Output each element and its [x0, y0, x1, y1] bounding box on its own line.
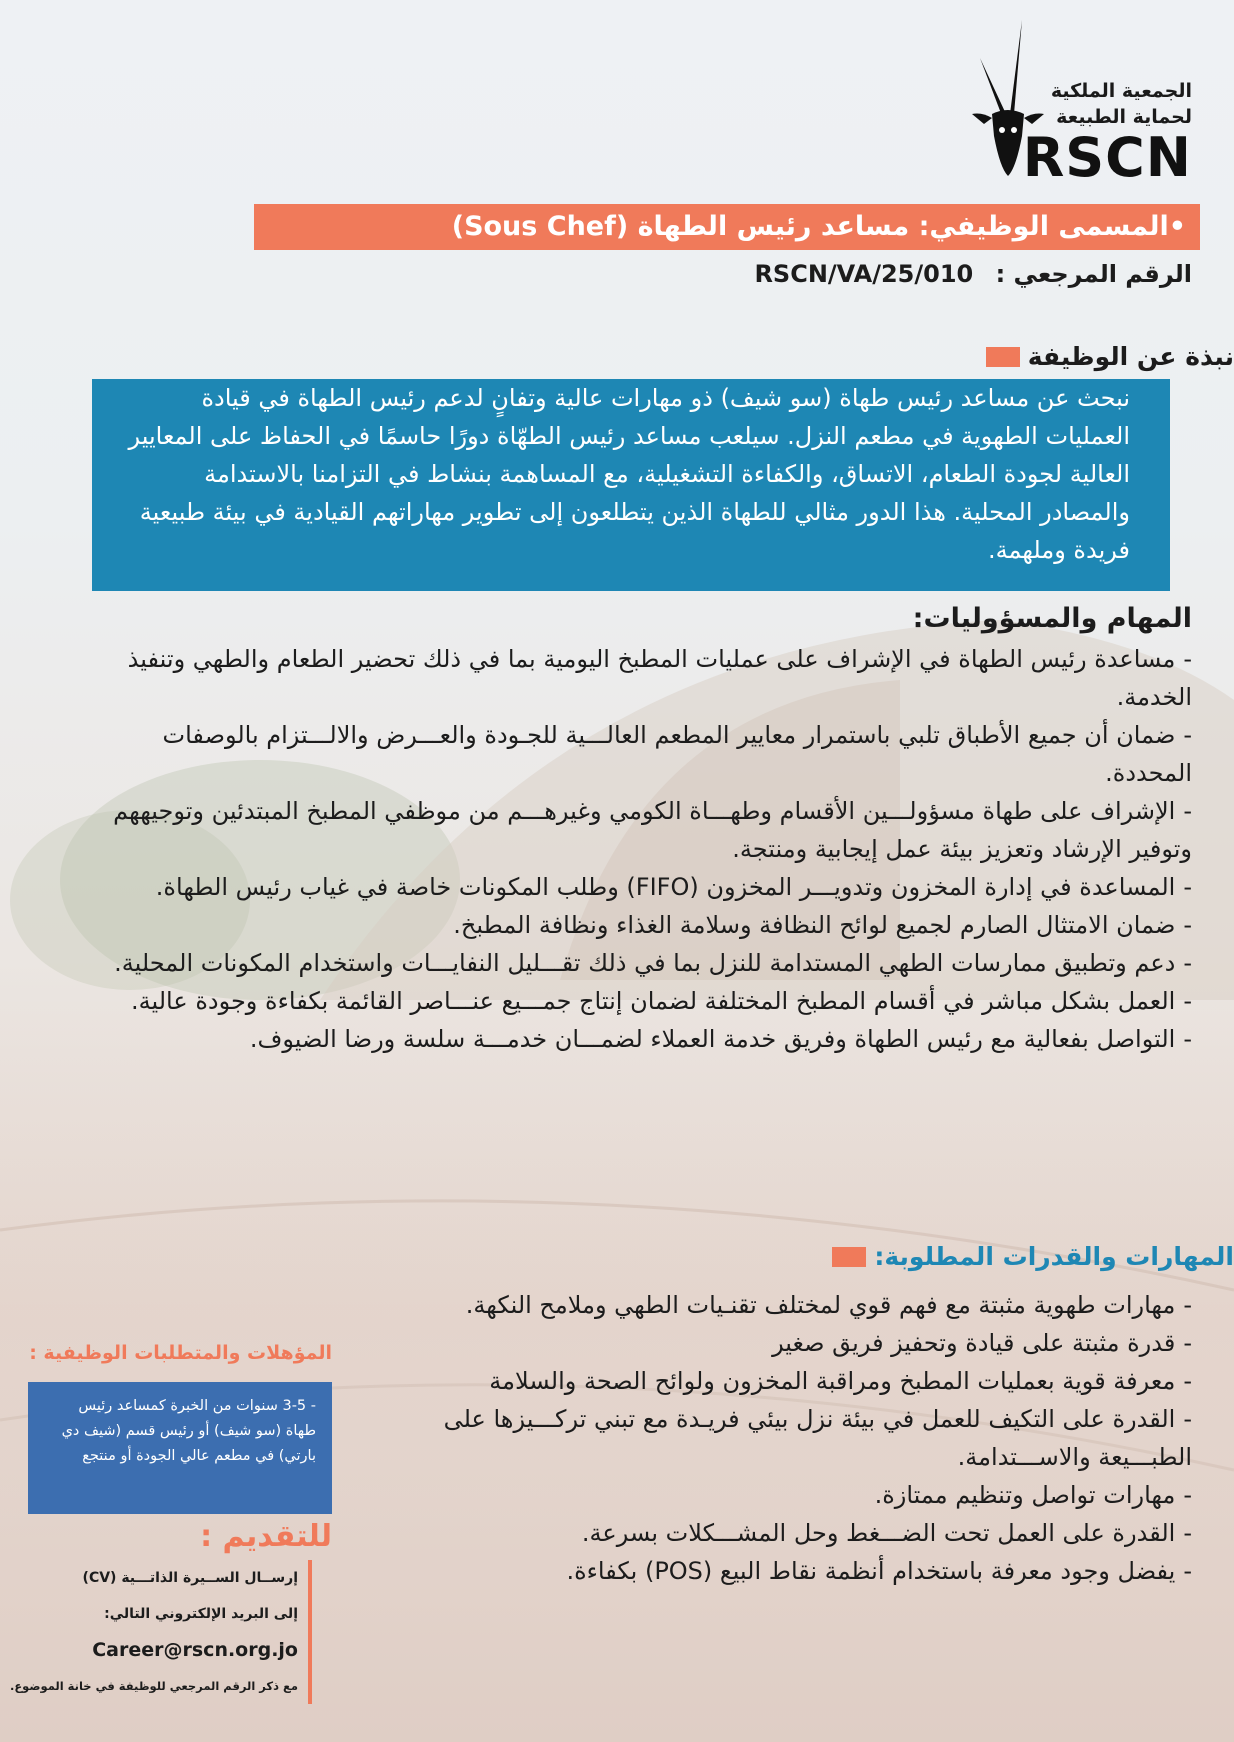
skill-text: مهارات طهوية مثبتة مع فهم قوي لمختلف تقنـيات الطهي وملامح النكهة.	[465, 1291, 1176, 1319]
duty-text: ضمان أن جميع الأطباق تلبي باستمرار معايير المطعم العالـــية للجـودة والعـــرض والالـــتزام بالوصفات المحددة.	[162, 721, 1192, 787]
skills-heading	[832, 1242, 1234, 1271]
about-heading	[986, 342, 1234, 371]
list-item: -ضمان الامتثال الصارم لجميع لوائح النظافة وسلامة الغذاء ونظافة المطبخ.	[453, 911, 1192, 939]
qualifications-heading: المؤهلات والمتطلبات الوظيفية :	[29, 1342, 332, 1364]
duties-list	[82, 640, 1192, 1058]
skill-text: القدرة على العمل تحت الضـــغط وحل المشـــكلات بسرعة.	[581, 1519, 1176, 1547]
duties-heading: المهام والمسؤوليات:	[912, 603, 1192, 634]
duty-text: دعم وتطبيق ممارسات الطهي المستدامة للنزل بما في ذلك تقـــليل النفايـــات واستخدام المكونات المحلية.	[114, 949, 1176, 977]
about-text: نبحث عن مساعد رئيس طهاة (سو شيف) ذو مهارات عالية وتفانٍ لدعم رئيس الطهاة في قيادة العمليات الطهوية في مطعم النزل. سيلعب مساعد رئيس الطهّاة دورًا حاسمًا في الحفاظ على المعايير العالية لجودة الطعام، الاتساق، والكفاءة التشغيلية، مع المساهمة بنشاط في التزامنا بالاستدامة والمصادر المحلية. هذا الدور مثالي للطهاة الذين يتطلعون إلى تطوير مهاراتهم القيادية في بيئة طبيعية فريدة وملهمة.	[92, 379, 1170, 591]
list-item: -يفضل وجود معرفة باستخدام أنظمة نقاط البيع (POS) بكفاءة.	[566, 1557, 1192, 1585]
list-item: -المساعدة في إدارة المخزون وتدويـــر المخزون (FIFO) وطلب المكونات خاصة في غياب رئيس الطهاة.	[155, 873, 1192, 901]
logo-line-1: الجمعية الملكية	[1050, 80, 1192, 102]
apply-email-link[interactable]: Career@rscn.org.jo	[92, 1639, 298, 1661]
list-item: -ضمان أن جميع الأطباق تلبي باستمرار معايير المطعم العالـــية للجـودة والعـــرض والالـــتزام بالوصفات المحددة.	[162, 721, 1192, 787]
list-item: -القدرة على العمل تحت الضـــغط وحل المشـــكلات بسرعة.	[581, 1519, 1192, 1547]
list-item: -التواصل بفعالية مع رئيس الطهاة وفريق خدمة العملاء لضمـــان خدمـــة سلسة ورضا الضيوف.	[249, 1025, 1192, 1053]
logo-acronym: RSCN	[1022, 126, 1192, 189]
skill-text: معرفة قوية بعمليات المطبخ ومراقبة المخزون ولوائح الصحة والسلامة	[489, 1367, 1176, 1395]
skill-text: يفضل وجود معرفة باستخدام أنظمة نقاط البيع (POS) بكفاءة.	[566, 1557, 1176, 1585]
accent-bar	[986, 347, 1020, 367]
list-item: -مهارات طهوية مثبتة مع فهم قوي لمختلف تقنـيات الطهي وملامح النكهة.	[465, 1291, 1192, 1319]
reference-number: RSCN/VA/25/010	[754, 260, 974, 288]
job-title-bar: •المسمى الوظيفي: مساعد رئيس الطهاة (Sous Chef)	[254, 204, 1200, 250]
duty-text: ضمان الامتثال الصارم لجميع لوائح النظافة وسلامة الغذاء ونظافة المطبخ.	[453, 911, 1176, 939]
list-item: -مهارات تواصل وتنظيم ممتازة.	[874, 1481, 1192, 1509]
apply-heading: للتقديم :	[200, 1519, 332, 1554]
accent-bar	[832, 1247, 866, 1267]
duty-text: التواصل بفعالية مع رئيس الطهاة وفريق خدمة العملاء لضمـــان خدمـــة سلسة ورضا الضيوف.	[249, 1025, 1176, 1053]
duty-text: الإشراف على طهاة مسؤولـــين الأقسام وطهـــاة الكومي وغيرهـــم من موظفي المطبخ المبتدئين وتوجيههم وتوفير الإرشاد وتعزيز بيئة عمل إيجابية ومنتجة.	[113, 797, 1192, 863]
apply-instructions	[4, 1560, 312, 1704]
skill-text: قدرة مثبتة على قيادة وتحفيز فريق صغير	[772, 1329, 1176, 1357]
list-item: -الإشراف على طهاة مسؤولـــين الأقسام وطهـــاة الكومي وغيرهـــم من موظفي المطبخ المبتدئين وتوجيههم وتوفير الإرشاد وتعزيز بيئة عمل إيجابية ومنتجة.	[113, 797, 1192, 863]
duty-text: العمل بشكل مباشر في أقسام المطبخ المختلفة لضمان إنتاج جمـــيع عنـــاصر القائمة بكفاءة وجودة عالية.	[131, 987, 1176, 1015]
apply-note: مع ذكر الرقم المرجعي للوظيفة في خانة الموضوع.	[9, 1679, 298, 1693]
list-item: -القدرة على التكيف للعمل في بيئة نزل بيئي فريـدة مع تبني تركـــيزها على الطبـــيعة والاســـتدامة.	[443, 1405, 1192, 1471]
reference-line	[754, 254, 1192, 294]
apply-line-1: إرســال الســيرة الذاتـــية (CV)	[82, 1570, 298, 1586]
skill-text: مهارات تواصل وتنظيم ممتازة.	[874, 1481, 1176, 1509]
apply-line-2: إلى البريد الإلكتروني التالي:	[104, 1606, 298, 1622]
logo	[992, 78, 1192, 189]
skills-heading-text: المهارات والقدرات المطلوبة:	[874, 1242, 1234, 1271]
list-item: -مساعدة رئيس الطهاة في الإشراف على عمليات المطبخ اليومية بما في ذلك تحضير الطعام والطهي وتنفيذ الخدمة.	[127, 645, 1192, 711]
list-item: -معرفة قوية بعمليات المطبخ ومراقبة المخزون ولوائح الصحة والسلامة	[489, 1367, 1192, 1395]
skills-section	[360, 1286, 1192, 1590]
list-item: -العمل بشكل مباشر في أقسام المطبخ المختلفة لضمان إنتاج جمـــيع عنـــاصر القائمة بكفاءة وجودة عالية.	[131, 987, 1192, 1015]
reference-label: الرقم المرجعي :	[995, 260, 1192, 288]
skills-list	[360, 1286, 1192, 1590]
duty-text: المساعدة في إدارة المخزون وتدويـــر المخزون (FIFO) وطلب المكونات خاصة في غياب رئيس الطهاة.	[155, 873, 1176, 901]
list-item: -دعم وتطبيق ممارسات الطهي المستدامة للنزل بما في ذلك تقـــليل النفايـــات واستخدام المكونات المحلية.	[114, 949, 1192, 977]
list-item: -قدرة مثبتة على قيادة وتحفيز فريق صغير	[772, 1329, 1192, 1357]
duties-section	[82, 598, 1192, 1058]
duty-text: مساعدة رئيس الطهاة في الإشراف على عمليات المطبخ اليومية بما في ذلك تحضير الطعام والطهي وتنفيذ الخدمة.	[127, 645, 1192, 711]
skill-text: القدرة على التكيف للعمل في بيئة نزل بيئي فريـدة مع تبني تركـــيزها على الطبـــيعة والاســـتدامة.	[443, 1405, 1192, 1471]
about-heading-text: نبذة عن الوظيفة	[1027, 342, 1234, 371]
qualifications-text: - 3-5 سنوات من الخبرة كمساعد رئيس طهاة (سو شيف) أو رئيس قسم (شيف دي بارتي) في مطعم عالي الجودة أو منتجع	[28, 1382, 332, 1514]
logo-line-2: لحماية الطبيعة	[1056, 106, 1192, 128]
